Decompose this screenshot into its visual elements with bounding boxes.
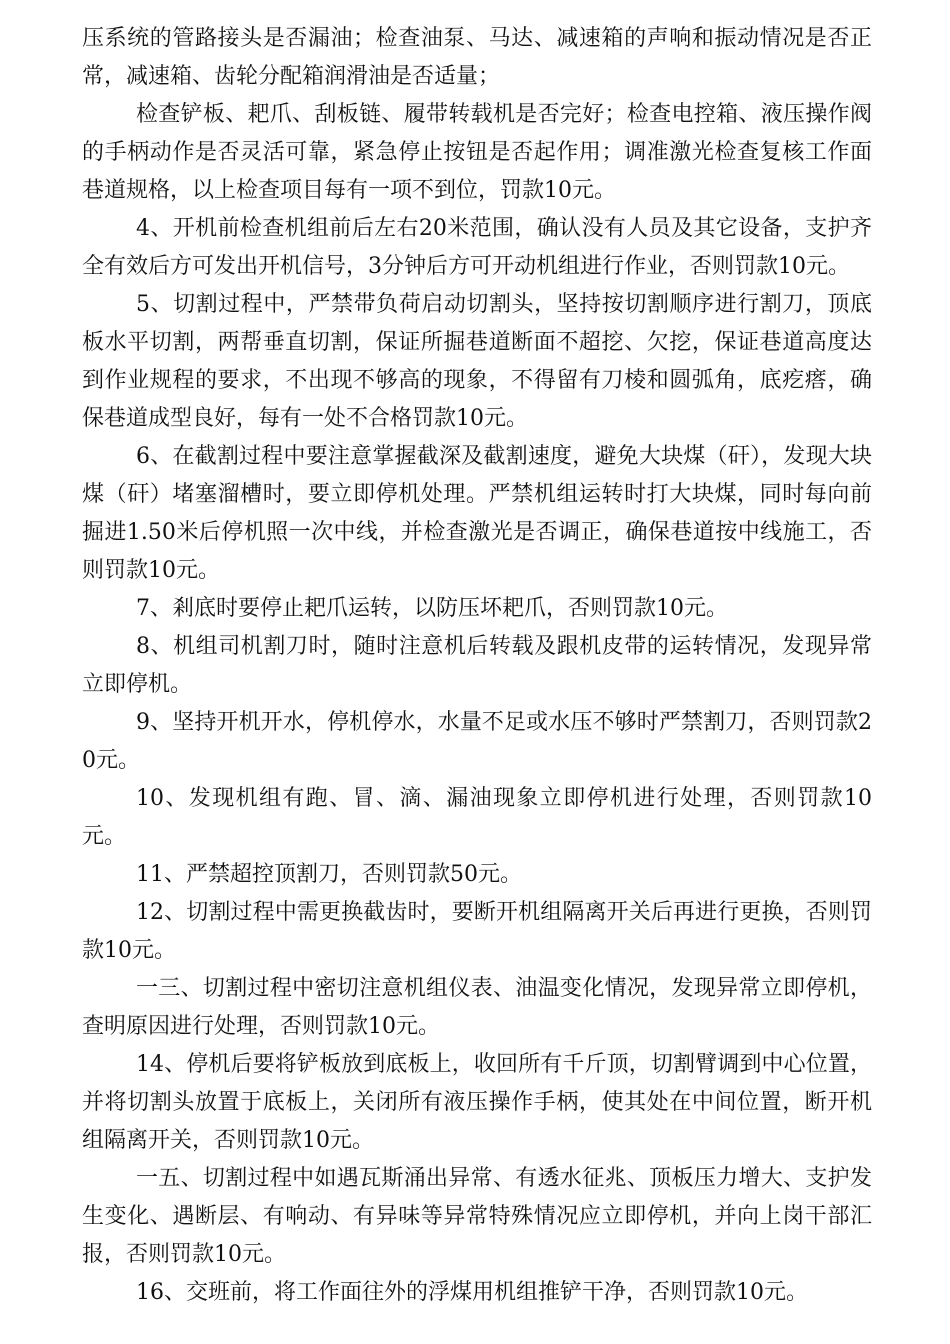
- paragraph-1: 压系统的管路接头是否漏油；检查油泵、马达、减速箱的声响和振动情况是否正常，减速箱、齿轮分配箱润滑油是否适量；: [82, 26, 872, 89]
- paragraph-item-7: 7、剎底时要停止耙爪运转，以防压坏耙爪，否则罚款10元。: [136, 596, 728, 621]
- paragraph-item-15: 一五、切割过程中如遇瓦斯涌出异常、有透水征兆、顶板压力增大、支护发生变化、遇断层、有响动、有异味等异常特殊情况应立即停机，并向上岗干部汇报，否则罚款10元。: [82, 1166, 872, 1267]
- document-page: [82, 20, 872, 1312]
- paragraph-item-16: 16、交班前，将工作面往外的浮煤用机组推铲干净，否则罚款10元。: [136, 1280, 808, 1305]
- paragraph-item-8: 8、机组司机割刀时，随时注意机后转载及跟机皮带的运转情况，发现异常立即停机。: [82, 634, 872, 697]
- paragraph-item-12: 12、切割过程中需更换截齿时，要断开机组隔离开关后再进行更换，否则罚款10元。: [82, 900, 872, 963]
- paragraph-item-9: 9、坚持开机开水，停机停水，水量不足或水压不够时严禁割刀，否则罚款20元。: [82, 710, 872, 773]
- paragraph-item-10: 10、发现机组有跑、冒、滴、漏油现象立即停机进行处理，否则罚款10元。: [82, 786, 872, 849]
- paragraph-item-13: 一三、切割过程中密切注意机组仪表、油温变化情况，发现异常立即停机，查明原因进行处理，否则罚款10元。: [82, 976, 872, 1039]
- paragraph-item-14: 14、停机后要将铲板放到底板上，收回所有千斤顶，切割臂调到中心位置，并将切割头放置于底板上，关闭所有液压操作手柄，使其处在中间位置，断开机组隔离开关，否则罚款10元。: [82, 1052, 872, 1153]
- paragraph-item-5: 5、切割过程中，严禁带负荷启动切割头，坚持按切割顺序进行割刀，顶底板水平切割，两帮垂直切割，保证所掘巷道断面不超挖、欠挖，保证巷道高度达到作业规程的要求，不出现不够高的现象，不得留有刀棱和圆弧角，底疙瘩，确保巷道成型良好，每有一处不合格罚款10元。: [82, 292, 872, 431]
- paragraph-item-4: 4、开机前检查机组前后左右20米范围，确认没有人员及其它设备，支护齐全有效后方可发出开机信号，3分钟后方可开动机组进行作业，否则罚款10元。: [82, 216, 872, 279]
- paragraph-item-6: 6、在截割过程中要注意掌握截深及截割速度，避免大块煤（矸），发现大块煤（矸）堵塞溜槽时，要立即停机处理。严禁机组运转时打大块煤，同时每向前掘进1.50米后停机照一次中线，并检查激光是否调正，确保巷道按中线施工，否则罚款10元。: [82, 444, 872, 583]
- paragraph-2: 检查铲板、耙爪、刮板链、履带转载机是否完好；检查电控箱、液压操作阀的手柄动作是否灵活可靠，紧急停止按钮是否起作用；调准激光检查复核工作面巷道规格，以上检查项目每有一项不到位，罚款10元。: [82, 102, 872, 203]
- paragraph-item-11: 11、严禁超控顶割刀，否则罚款50元。: [136, 862, 522, 887]
